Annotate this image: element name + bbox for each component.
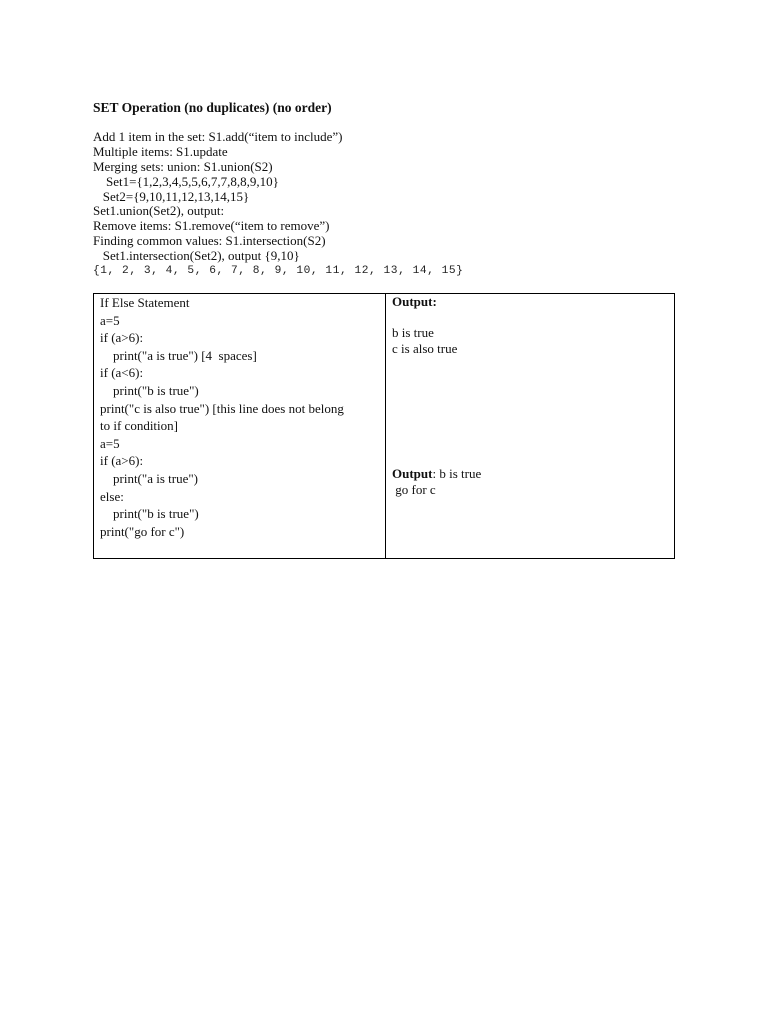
output-spacer	[392, 310, 457, 326]
note-line: Add 1 item in the set: S1.add(“item to include”)	[93, 129, 343, 144]
output-line: b is true	[392, 325, 434, 340]
code-line: a=5	[100, 435, 120, 451]
set-operations-notes	[93, 130, 463, 279]
code-line: if (a<6):	[100, 365, 144, 381]
output-line: c is also true	[392, 340, 458, 356]
code-line: print("b is true")	[100, 382, 199, 398]
code-line: to if condition]	[100, 418, 178, 434]
output-line	[392, 466, 481, 482]
section-heading: SET Operation (no duplicates) (no order)	[93, 100, 332, 115]
code-lines	[100, 294, 382, 540]
code-column	[94, 294, 386, 558]
output-label: Output	[392, 466, 433, 481]
code-line: print("a is true")	[100, 470, 198, 486]
output-line: go for c	[392, 481, 436, 497]
union-output-line: {1, 2, 3, 4, 5, 6, 7, 8, 9, 10, 11, 12, 13, 14, 15}	[93, 265, 464, 278]
output-label: Output:	[392, 294, 437, 309]
note-line: Merging sets: union: S1.union(S2)	[93, 158, 273, 174]
code-line: else:	[100, 488, 124, 504]
code-line: if (a>6):	[100, 330, 144, 346]
note-line: Finding common values: S1.intersection(S2)	[93, 233, 326, 249]
output-column	[386, 294, 674, 558]
note-line: Set2={9,10,11,12,13,14,15}	[93, 188, 250, 204]
code-line: print("b is true")	[100, 506, 199, 522]
note-line: Multiple items: S1.update	[93, 143, 228, 159]
note-line: Set1.union(Set2), output:	[93, 203, 225, 219]
output-block-second	[392, 466, 481, 497]
code-line: if (a>6):	[100, 453, 144, 469]
code-line: print("go for c")	[100, 523, 185, 539]
code-line: a=5	[100, 312, 120, 328]
code-line: If Else Statement	[100, 295, 190, 310]
code-line: print("c is also true") [this line does not belong	[100, 400, 344, 416]
note-line: Remove items: S1.remove(“item to remove”)	[93, 218, 330, 234]
if-else-table	[93, 293, 675, 559]
note-line: Set1.intersection(Set2), output {9,10}	[93, 248, 300, 264]
output-block-first	[392, 294, 457, 356]
note-line: Set1={1,2,3,4,5,5,6,7,7,8,8,9,10}	[93, 173, 279, 189]
code-line: print("a is true") [4 spaces]	[100, 347, 257, 363]
output-value: : b is true	[432, 466, 482, 481]
